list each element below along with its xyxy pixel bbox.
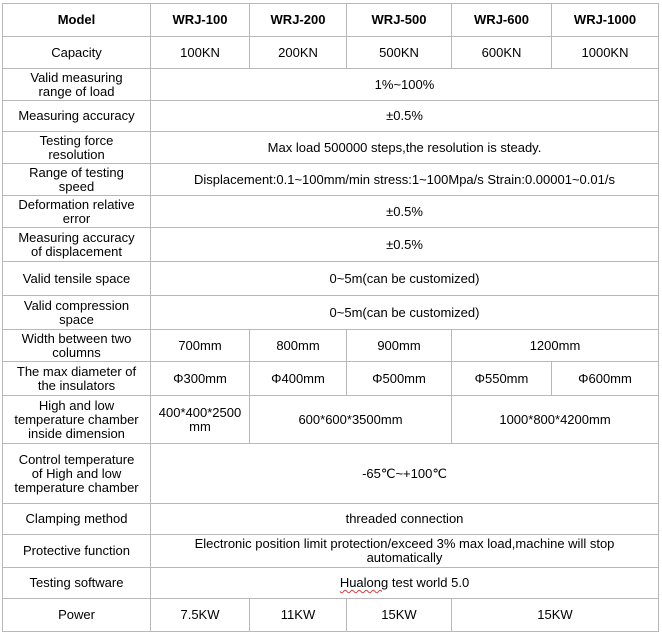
- value-line: 400*400*2500: [158, 404, 242, 420]
- row-label: Valid tensile space: [3, 262, 151, 296]
- row-displacement: [3, 228, 659, 262]
- label-line: Measuring accuracy: [18, 229, 135, 245]
- value-line: Electronic position limit protection/exceed 3% max load,machine will stop: [194, 536, 615, 551]
- row-tensile: [3, 262, 659, 296]
- row-label: Protective function: [3, 535, 151, 568]
- header-wrj-500: WRJ-500: [347, 4, 452, 37]
- row-label: Capacity: [3, 37, 151, 69]
- row-width: [3, 330, 659, 362]
- row-label: [3, 296, 151, 330]
- cell-value: 1%~100%: [151, 69, 659, 101]
- row-speed: [3, 164, 659, 196]
- row-label: [3, 444, 151, 504]
- row-resolution: [3, 132, 659, 164]
- row-label: [3, 228, 151, 262]
- cell-value: threaded connection: [151, 504, 659, 535]
- value-text: test world 5.0: [388, 575, 470, 590]
- row-label: [3, 362, 151, 396]
- label-line: resolution: [48, 146, 105, 162]
- row-range: [3, 69, 659, 101]
- value-line: automatically: [366, 550, 443, 565]
- label-line: Control temperature: [18, 451, 135, 467]
- label-line: the insulators: [37, 377, 116, 393]
- header-wrj-100: WRJ-100: [151, 4, 250, 37]
- label-line: range of load: [38, 83, 115, 99]
- cell-value: Φ600mm: [552, 362, 659, 396]
- label-line: of displacement: [30, 243, 123, 259]
- cell-value: 500KN: [347, 37, 452, 69]
- cell-value: ±0.5%: [151, 101, 659, 132]
- label-line: Valid measuring: [30, 69, 123, 85]
- spec-table: [2, 3, 659, 632]
- row-label: Measuring accuracy: [3, 101, 151, 132]
- cell-value: 15KW: [452, 599, 659, 632]
- label-line: space: [59, 311, 94, 327]
- row-accuracy: [3, 101, 659, 132]
- label-line: columns: [52, 344, 101, 360]
- header-wrj-600: WRJ-600: [452, 4, 552, 37]
- row-compression: [3, 296, 659, 330]
- row-control: [3, 444, 659, 504]
- cell-value: 700mm: [151, 330, 250, 362]
- cell-value: 15KW: [347, 599, 452, 632]
- row-label: Testing software: [3, 568, 151, 599]
- header-wrj-200: WRJ-200: [250, 4, 347, 37]
- cell-value: Φ300mm: [151, 362, 250, 396]
- row-label: [3, 132, 151, 164]
- spellcheck-word: Hualong: [339, 575, 389, 590]
- header-model: Model: [3, 4, 151, 37]
- cell-value: ±0.5%: [151, 196, 659, 228]
- cell-value: 0~5m(can be customized): [151, 296, 659, 330]
- label-line: of High and low: [31, 465, 122, 481]
- value-line: mm: [189, 418, 211, 434]
- row-software: [3, 568, 659, 599]
- row-label: [3, 69, 151, 101]
- label-line: error: [62, 210, 91, 226]
- cell-value: Max load 500000 steps,the resolution is steady.: [151, 132, 659, 164]
- cell-value: 900mm: [347, 330, 452, 362]
- cell-value: Φ550mm: [452, 362, 552, 396]
- cell-value: 11KW: [250, 599, 347, 632]
- cell-value: 7.5KW: [151, 599, 250, 632]
- cell-value: 100KN: [151, 37, 250, 69]
- cell-value: 200KN: [250, 37, 347, 69]
- label-line: The max diameter of: [16, 363, 137, 379]
- row-power: [3, 599, 659, 632]
- row-insulators: [3, 362, 659, 396]
- cell-value: 1200mm: [452, 330, 659, 362]
- cell-value: Φ400mm: [250, 362, 347, 396]
- row-protective: [3, 535, 659, 568]
- row-label: [3, 330, 151, 362]
- row-label: Power: [3, 599, 151, 632]
- label-line: temperature chamber: [14, 411, 139, 427]
- row-chamber: [3, 396, 659, 444]
- label-line: speed: [58, 178, 95, 194]
- label-line: Testing force: [39, 132, 114, 148]
- cell-value: 600*600*3500mm: [250, 396, 452, 444]
- cell-value: 0~5m(can be customized): [151, 262, 659, 296]
- row-clamping: [3, 504, 659, 535]
- label-line: High and low: [38, 397, 115, 413]
- label-line: Valid compression: [23, 297, 130, 313]
- cell-value: [151, 396, 250, 444]
- cell-value: [151, 535, 659, 568]
- cell-value: Displacement:0.1~100mm/min stress:1~100Mpa/s Strain:0.00001~0.01/s: [151, 164, 659, 196]
- row-label: [3, 164, 151, 196]
- row-label: [3, 396, 151, 444]
- label-line: Range of testing: [29, 164, 124, 180]
- cell-value: 600KN: [452, 37, 552, 69]
- label-line: temperature chamber: [14, 479, 139, 495]
- cell-value: 800mm: [250, 330, 347, 362]
- row-deformation: [3, 196, 659, 228]
- cell-value: 1000*800*4200mm: [452, 396, 659, 444]
- cell-value: ±0.5%: [151, 228, 659, 262]
- label-line: inside dimension: [28, 425, 125, 441]
- label-line: Deformation relative: [18, 196, 135, 212]
- label-line: Width between two: [21, 330, 132, 346]
- cell-value: 1000KN: [552, 37, 659, 69]
- cell-value: -65℃~+100℃: [151, 444, 659, 504]
- row-label: Clamping method: [3, 504, 151, 535]
- header-row: [3, 4, 659, 37]
- row-capacity: [3, 37, 659, 69]
- cell-value: Φ500mm: [347, 362, 452, 396]
- row-label: [3, 196, 151, 228]
- header-wrj-1000: WRJ-1000: [552, 4, 659, 37]
- cell-value: [151, 568, 659, 599]
